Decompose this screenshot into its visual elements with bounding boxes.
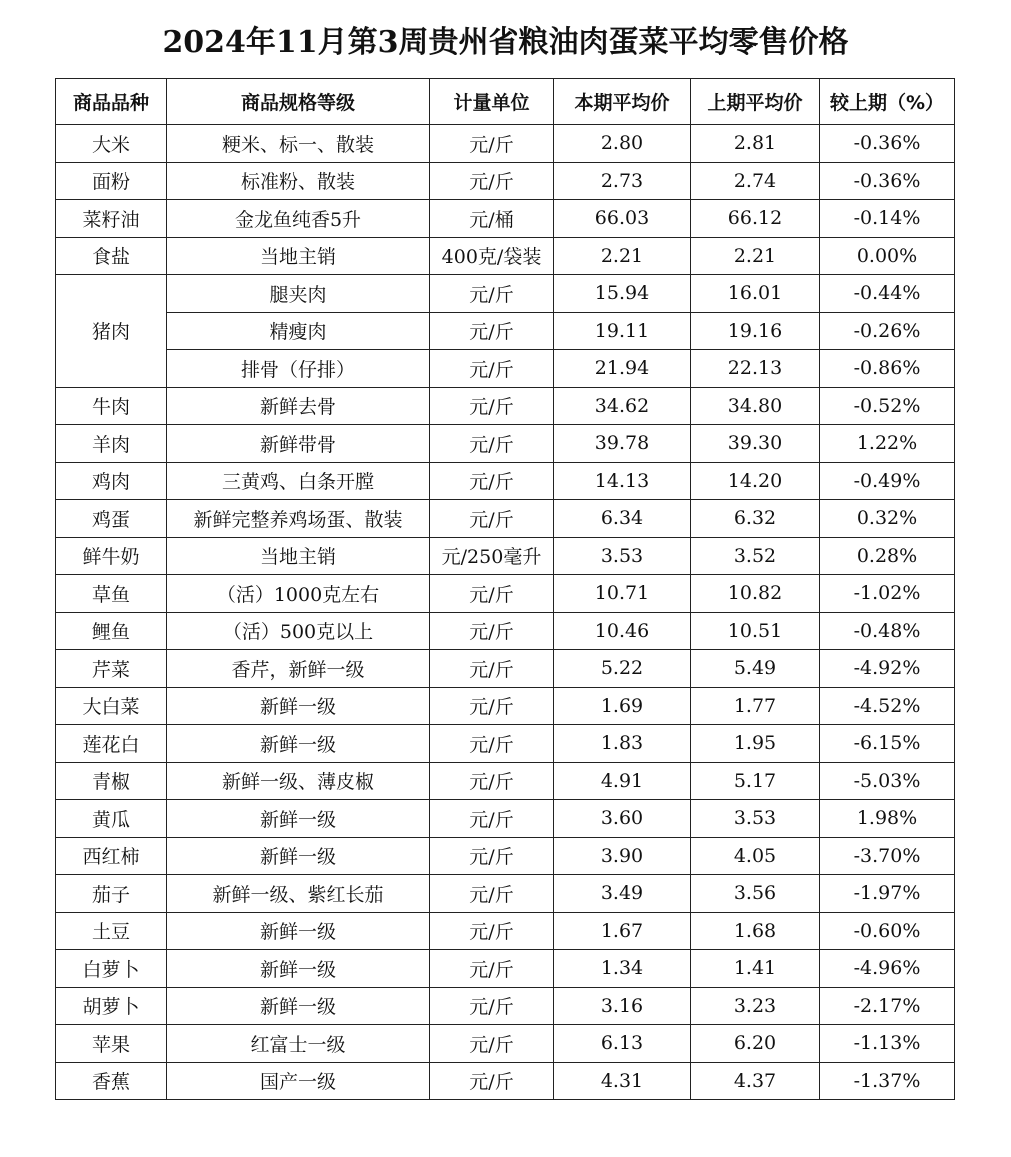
table-row: [56, 912, 955, 950]
cell-unit: 元/斤: [430, 1062, 554, 1100]
cell-unit: 400克/袋装: [430, 237, 554, 275]
cell-unit: 元/斤: [430, 687, 554, 725]
cell-change: -4.96%: [820, 950, 955, 988]
cell-current-price: 4.91: [554, 762, 691, 800]
cell-previous-price: 2.21: [691, 237, 820, 275]
cell-commodity: 胡萝卜: [56, 987, 167, 1025]
cell-previous-price: 2.74: [691, 162, 820, 200]
cell-current-price: 21.94: [554, 350, 691, 388]
cell-previous-price: 6.20: [691, 1025, 820, 1063]
cell-spec: 新鲜一级: [167, 725, 430, 763]
cell-spec: 国产一级: [167, 1062, 430, 1100]
cell-unit: 元/斤: [430, 575, 554, 613]
header-previous-price: 上期平均价: [691, 79, 820, 125]
cell-commodity: 黄瓜: [56, 800, 167, 838]
cell-change: -0.49%: [820, 462, 955, 500]
cell-spec: 粳米、标一、散装: [167, 125, 430, 163]
cell-previous-price: 1.77: [691, 687, 820, 725]
cell-change: -0.52%: [820, 387, 955, 425]
cell-spec: 新鲜一级、紫红长茄: [167, 875, 430, 913]
cell-commodity: 西红柿: [56, 837, 167, 875]
cell-unit: 元/斤: [430, 125, 554, 163]
cell-unit: 元/斤: [430, 612, 554, 650]
cell-commodity: 鲤鱼: [56, 612, 167, 650]
table-row: [56, 650, 955, 688]
header-change: 较上期（%）: [820, 79, 955, 125]
cell-commodity: 茄子: [56, 875, 167, 913]
table-row: [56, 275, 955, 313]
cell-commodity: 苹果: [56, 1025, 167, 1063]
cell-current-price: 34.62: [554, 387, 691, 425]
cell-spec: 香芹，新鲜一级: [167, 650, 430, 688]
cell-commodity: 牛肉: [56, 387, 167, 425]
table-row: [56, 837, 955, 875]
cell-commodity: 香蕉: [56, 1062, 167, 1100]
cell-previous-price: 16.01: [691, 275, 820, 313]
cell-previous-price: 34.80: [691, 387, 820, 425]
cell-spec: 新鲜带骨: [167, 425, 430, 463]
cell-spec: 新鲜完整养鸡场蛋、散装: [167, 500, 430, 538]
cell-previous-price: 3.53: [691, 800, 820, 838]
cell-change: 0.00%: [820, 237, 955, 275]
cell-current-price: 4.31: [554, 1062, 691, 1100]
cell-spec: 红富士一级: [167, 1025, 430, 1063]
table-row: [56, 425, 955, 463]
cell-change: -0.14%: [820, 200, 955, 238]
cell-unit: 元/斤: [430, 275, 554, 313]
table-row: [56, 350, 955, 388]
table-row: [56, 1025, 955, 1063]
cell-commodity: 鸡肉: [56, 462, 167, 500]
cell-change: -0.48%: [820, 612, 955, 650]
cell-change: -4.52%: [820, 687, 955, 725]
cell-change: 0.28%: [820, 537, 955, 575]
cell-unit: 元/斤: [430, 1025, 554, 1063]
cell-unit: 元/斤: [430, 762, 554, 800]
table-header: [56, 79, 955, 125]
cell-previous-price: 10.51: [691, 612, 820, 650]
cell-current-price: 2.73: [554, 162, 691, 200]
table-row: [56, 500, 955, 538]
cell-current-price: 10.46: [554, 612, 691, 650]
cell-unit: 元/斤: [430, 950, 554, 988]
cell-previous-price: 3.52: [691, 537, 820, 575]
cell-change: 1.22%: [820, 425, 955, 463]
header-commodity: 商品品种: [56, 79, 167, 125]
cell-unit: 元/斤: [430, 725, 554, 763]
cell-spec: 三黄鸡、白条开膛: [167, 462, 430, 500]
table-row: [56, 162, 955, 200]
table-row: [56, 462, 955, 500]
cell-current-price: 66.03: [554, 200, 691, 238]
cell-spec: 新鲜去骨: [167, 387, 430, 425]
cell-previous-price: 10.82: [691, 575, 820, 613]
cell-commodity: 猪肉: [56, 275, 167, 388]
cell-previous-price: 4.37: [691, 1062, 820, 1100]
cell-current-price: 3.16: [554, 987, 691, 1025]
table-row: [56, 125, 955, 163]
table-row: [56, 875, 955, 913]
header-unit: 计量单位: [430, 79, 554, 125]
cell-spec: 金龙鱼纯香5升: [167, 200, 430, 238]
cell-unit: 元/斤: [430, 350, 554, 388]
cell-previous-price: 5.17: [691, 762, 820, 800]
cell-previous-price: 22.13: [691, 350, 820, 388]
cell-change: -3.70%: [820, 837, 955, 875]
cell-spec: （活）500克以上: [167, 612, 430, 650]
cell-change: -0.36%: [820, 125, 955, 163]
cell-current-price: 3.60: [554, 800, 691, 838]
cell-spec: 当地主销: [167, 237, 430, 275]
cell-spec: 新鲜一级: [167, 800, 430, 838]
cell-current-price: 14.13: [554, 462, 691, 500]
cell-commodity: 草鱼: [56, 575, 167, 613]
cell-current-price: 1.67: [554, 912, 691, 950]
table-row: [56, 950, 955, 988]
header-row: [56, 79, 955, 125]
cell-unit: 元/250毫升: [430, 537, 554, 575]
table-row: [56, 237, 955, 275]
cell-current-price: 6.34: [554, 500, 691, 538]
cell-spec: 当地主销: [167, 537, 430, 575]
cell-current-price: 3.90: [554, 837, 691, 875]
table-body: [56, 125, 955, 1100]
cell-change: -5.03%: [820, 762, 955, 800]
cell-previous-price: 1.95: [691, 725, 820, 763]
cell-commodity: 羊肉: [56, 425, 167, 463]
cell-spec: 新鲜一级: [167, 950, 430, 988]
table-row: [56, 200, 955, 238]
cell-previous-price: 3.23: [691, 987, 820, 1025]
cell-spec: 新鲜一级: [167, 987, 430, 1025]
cell-current-price: 2.80: [554, 125, 691, 163]
cell-current-price: 1.69: [554, 687, 691, 725]
cell-current-price: 10.71: [554, 575, 691, 613]
cell-current-price: 5.22: [554, 650, 691, 688]
cell-previous-price: 1.41: [691, 950, 820, 988]
cell-change: 1.98%: [820, 800, 955, 838]
cell-current-price: 1.83: [554, 725, 691, 763]
cell-unit: 元/斤: [430, 462, 554, 500]
cell-unit: 元/斤: [430, 650, 554, 688]
cell-unit: 元/斤: [430, 162, 554, 200]
cell-current-price: 15.94: [554, 275, 691, 313]
cell-commodity: 菜籽油: [56, 200, 167, 238]
cell-current-price: 39.78: [554, 425, 691, 463]
cell-unit: 元/斤: [430, 837, 554, 875]
cell-change: -0.60%: [820, 912, 955, 950]
table-row: [56, 537, 955, 575]
cell-unit: 元/斤: [430, 425, 554, 463]
cell-change: -2.17%: [820, 987, 955, 1025]
cell-unit: 元/桶: [430, 200, 554, 238]
cell-commodity: 莲花白: [56, 725, 167, 763]
cell-current-price: 2.21: [554, 237, 691, 275]
table-row: [56, 762, 955, 800]
table-row: [56, 800, 955, 838]
table-row: [56, 575, 955, 613]
table-row: [56, 312, 955, 350]
cell-previous-price: 1.68: [691, 912, 820, 950]
price-table: [55, 78, 955, 1100]
cell-change: -0.44%: [820, 275, 955, 313]
cell-change: -1.37%: [820, 1062, 955, 1100]
cell-unit: 元/斤: [430, 912, 554, 950]
table-row: [56, 612, 955, 650]
cell-spec: （活）1000克左右: [167, 575, 430, 613]
cell-previous-price: 4.05: [691, 837, 820, 875]
cell-unit: 元/斤: [430, 500, 554, 538]
cell-spec: 精瘦肉: [167, 312, 430, 350]
cell-spec: 腿夹肉: [167, 275, 430, 313]
cell-previous-price: 6.32: [691, 500, 820, 538]
cell-previous-price: 39.30: [691, 425, 820, 463]
cell-spec: 标准粉、散装: [167, 162, 430, 200]
cell-current-price: 3.53: [554, 537, 691, 575]
cell-spec: 新鲜一级: [167, 687, 430, 725]
cell-previous-price: 19.16: [691, 312, 820, 350]
cell-change: -1.13%: [820, 1025, 955, 1063]
cell-commodity: 鲜牛奶: [56, 537, 167, 575]
cell-previous-price: 14.20: [691, 462, 820, 500]
table-row: [56, 687, 955, 725]
cell-commodity: 大白菜: [56, 687, 167, 725]
cell-change: -1.02%: [820, 575, 955, 613]
cell-commodity: 面粉: [56, 162, 167, 200]
cell-change: -6.15%: [820, 725, 955, 763]
cell-unit: 元/斤: [430, 875, 554, 913]
cell-spec: 新鲜一级: [167, 837, 430, 875]
header-spec: 商品规格等级: [167, 79, 430, 125]
cell-commodity: 土豆: [56, 912, 167, 950]
cell-commodity: 鸡蛋: [56, 500, 167, 538]
cell-change: -0.26%: [820, 312, 955, 350]
table-row: [56, 987, 955, 1025]
cell-spec: 排骨（仔排）: [167, 350, 430, 388]
cell-previous-price: 2.81: [691, 125, 820, 163]
cell-unit: 元/斤: [430, 312, 554, 350]
cell-commodity: 食盐: [56, 237, 167, 275]
cell-previous-price: 5.49: [691, 650, 820, 688]
cell-unit: 元/斤: [430, 987, 554, 1025]
cell-change: -0.36%: [820, 162, 955, 200]
table-row: [56, 1062, 955, 1100]
table-row: [56, 725, 955, 763]
cell-current-price: 1.34: [554, 950, 691, 988]
cell-commodity: 青椒: [56, 762, 167, 800]
cell-spec: 新鲜一级: [167, 912, 430, 950]
cell-unit: 元/斤: [430, 387, 554, 425]
cell-previous-price: 3.56: [691, 875, 820, 913]
cell-change: -4.92%: [820, 650, 955, 688]
cell-change: -0.86%: [820, 350, 955, 388]
table-row: [56, 387, 955, 425]
cell-commodity: 大米: [56, 125, 167, 163]
cell-change: -1.97%: [820, 875, 955, 913]
cell-current-price: 6.13: [554, 1025, 691, 1063]
cell-current-price: 19.11: [554, 312, 691, 350]
cell-commodity: 白萝卜: [56, 950, 167, 988]
page-title: 2024年11月第3周贵州省粮油肉蛋菜平均零售价格: [162, 25, 849, 60]
cell-current-price: 3.49: [554, 875, 691, 913]
header-current-price: 本期平均价: [554, 79, 691, 125]
cell-unit: 元/斤: [430, 800, 554, 838]
cell-previous-price: 66.12: [691, 200, 820, 238]
cell-spec: 新鲜一级、薄皮椒: [167, 762, 430, 800]
cell-commodity: 芹菜: [56, 650, 167, 688]
cell-change: 0.32%: [820, 500, 955, 538]
